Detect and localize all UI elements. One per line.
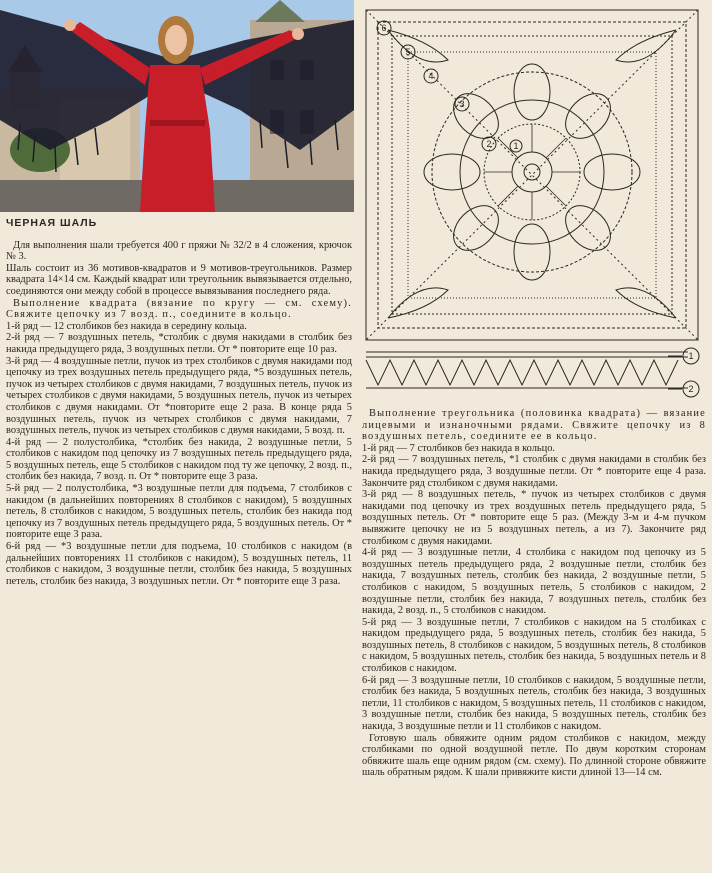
square-row-4: 4-й ряд — 2 полустолбика, *столбик без накида, 2 воздушные петли, 5 столбиков с накидом под цепочку из 7 воздушных петель предыдущего ряда, 5 воздушных петель, еще 5 столбиков с накидом под ту же цепочку, 2 возд. п., столбик без накида, 7 возд. п. От * повторите еще 3 раза. bbox=[6, 436, 352, 483]
edge-row-marker-2: 2 bbox=[688, 384, 694, 394]
article-title: ЧЕРНАЯ ШАЛЬ bbox=[6, 217, 98, 229]
triangle-row-5: 5-й ряд — 3 воздушные петли, 7 столбиков с накидом на 5 столбиках с накидом предыдущего ряда, 5 воздушных петель, столбик без накида, 5 воздушных петель, 8 столбиков с накидом, 5 воздушных петель, 8 столбиков с накидом, 5 воздушных петель, столбик без накида, 5 воздушных петель и 8 столбиков с накидом. bbox=[362, 616, 706, 675]
square-row-6: 6-й ряд — *3 воздушные петли для подъема, 10 столбиков с накидом (в дальнейших повторениях 11 столбиков с накидом), 5 воздушных петель, 11 столбиков с накидом, 3 воздушные петли, столбик без накида, 5 воздушных петель, столбик без накида, 3 воздушных петли. От * повторите еще 3 раза. bbox=[6, 541, 352, 587]
photo-woman-with-shawl bbox=[0, 0, 354, 212]
crochet-chart-svg bbox=[358, 0, 712, 405]
right-text-column bbox=[362, 408, 706, 779]
row-marker-5: 5 bbox=[405, 47, 411, 57]
triangle-row-4: 4-й ряд — 3 воздушные петли, 4 столбика с накидом под цепочку из 5 воздушных петель предыдущего ряда, 2 воздушные петли, столбик без накида, 7 воздушных петель, столбик без накида, 2 воздушные петли, 5 столбиков с накидом, 5 воздушных петель, 5 столбиков с накидом, 2 воздушные петли, столбик без накида, 7 воздушных петель, столбик без накида, 2 возд. п., 5 столбиков с накидом. bbox=[362, 547, 706, 617]
finishing-paragraph: Готовую шаль обвяжите одним рядом столбиков с накидом, между столбиками по одной воздушной петле. По двум коротким сторонам обвяжите шаль еще одним рядом (см. схему). По длинной стороне обвяжите шаль обратным рядом. К шали привяжите кисти длиной 13—14 см. bbox=[362, 732, 706, 779]
triangle-row-2: 2-й ряд — 7 воздушных петель, *1 столбик с двумя накидами в столбик без накида предыдущего ряда, 3 воздушные петли. От * повторите еще 4 раза. Закончите ряд столбиком с двумя накидами. bbox=[362, 454, 706, 489]
left-text-column bbox=[6, 214, 352, 587]
row-marker-1: 1 bbox=[513, 141, 519, 151]
square-row-1: 1-й ряд — 12 столбиков без накида в середину кольца. bbox=[6, 320, 247, 332]
triangle-intro-paragraph: Выполнение треугольника (половинка квадрата) — вязание лицевыми и изнаночными рядами. Свяжите цепочку из 8 воздушных петель, соедините ее в кольцо. bbox=[362, 408, 706, 443]
triangle-row-6: 6-й ряд — 3 воздушные петли, 10 столбиков с накидом, 5 воздушные петли, столбик без накида, 5 воздушных петель, столбик без накида, 3 воздушных петли, 11 столбиков с накидом, 5 воздушных петель, 11 столбиков с накидом, 3 воздушные петли, столбик без накида, 5 воздушных петель, столбик без накида, 3 воздушные петли и 11 столбиков с накидом. bbox=[362, 674, 706, 733]
row-marker-2: 2 bbox=[486, 139, 492, 149]
row-marker-4: 4 bbox=[428, 71, 434, 81]
edge-row-marker-1: 1 bbox=[688, 351, 694, 361]
triangle-row-3: 3-й ряд — 8 воздушных петель, * пучок из четырех столбиков с двумя накидами под цепочку из трех воздушных петель предыдущего ряда, 5 воздушных петель. От * повторите еще 5 раз. (Между 3-м и 4-м пучком вывяжите цепочку не из 5 воздушных петель, а из 7). Закончите ряд столбиком с двумя накидами. bbox=[362, 489, 706, 547]
square-row-5: 5-й ряд — 2 полустолбика, *3 воздушные петли для подъема, 7 столбиков с накидом (в дальнейших повторениях 8 столбиков с накидом), 5 воздушных петель, 8 столбиков с накидом, 5 воздушных петель, столбик без накида под цепочку из 7 воздушных петель предыдущего ряда, 5 воздушных петель. От * повторите еще 3 раза. bbox=[6, 483, 352, 541]
square-row-3: 3-й ряд — 4 воздушные петли, пучок из трех столбиков с двумя накидами под цепочку из трех воздушных петель предыдущего ряда, *5 воздушных петель, пучок из четырех столбиков с двумя накидами, 7 воздушных петель, пучок из четырех столбиков с двумя накидами, 5 воздушных петель, пучок из четырех столбиков с двумя накидами. От *повторите еще 2 раза. В конце ряда 5 воздушных петель, пучок из четырех столбиков с двумя накидами, 7 воздушных петель, пучок из четырех столбиков с двумя накидами, 5 возд. п. bbox=[6, 355, 352, 437]
square-intro-paragraph: Выполнение квадрата (вязание по кругу — см. схему). Свяжите цепочку из 7 возд. п., соедините в кольцо. bbox=[6, 297, 352, 321]
materials-paragraph: Для выполнения шали требуется 400 г пряжи № 32/2 в 4 сложения, крючок № 3. bbox=[6, 239, 352, 263]
row-marker-3: 3 bbox=[459, 99, 465, 109]
photo-illustration bbox=[0, 0, 354, 212]
row-marker-6: 6 bbox=[381, 23, 387, 33]
square-row-2: 2-й ряд — 7 воздушных петель, *столбик с двумя накидами в столбик без накида предыдущего ряда, 3 воздушных петли. От * повторите еще 10 раз. bbox=[6, 332, 352, 355]
triangle-row-1: 1-й ряд — 7 столбиков без накида в кольцо. bbox=[362, 442, 556, 454]
composition-paragraph: Шаль состоит из 36 мотивов-квадратов и 9 мотивов-треугольников. Размер квадрата 14×14 см. Каждый квадрат или треугольник вывязывается отдельно, соединяются они между собой в процессе вывязывания последнего ряда. bbox=[6, 262, 352, 297]
crochet-chart bbox=[358, 0, 712, 405]
